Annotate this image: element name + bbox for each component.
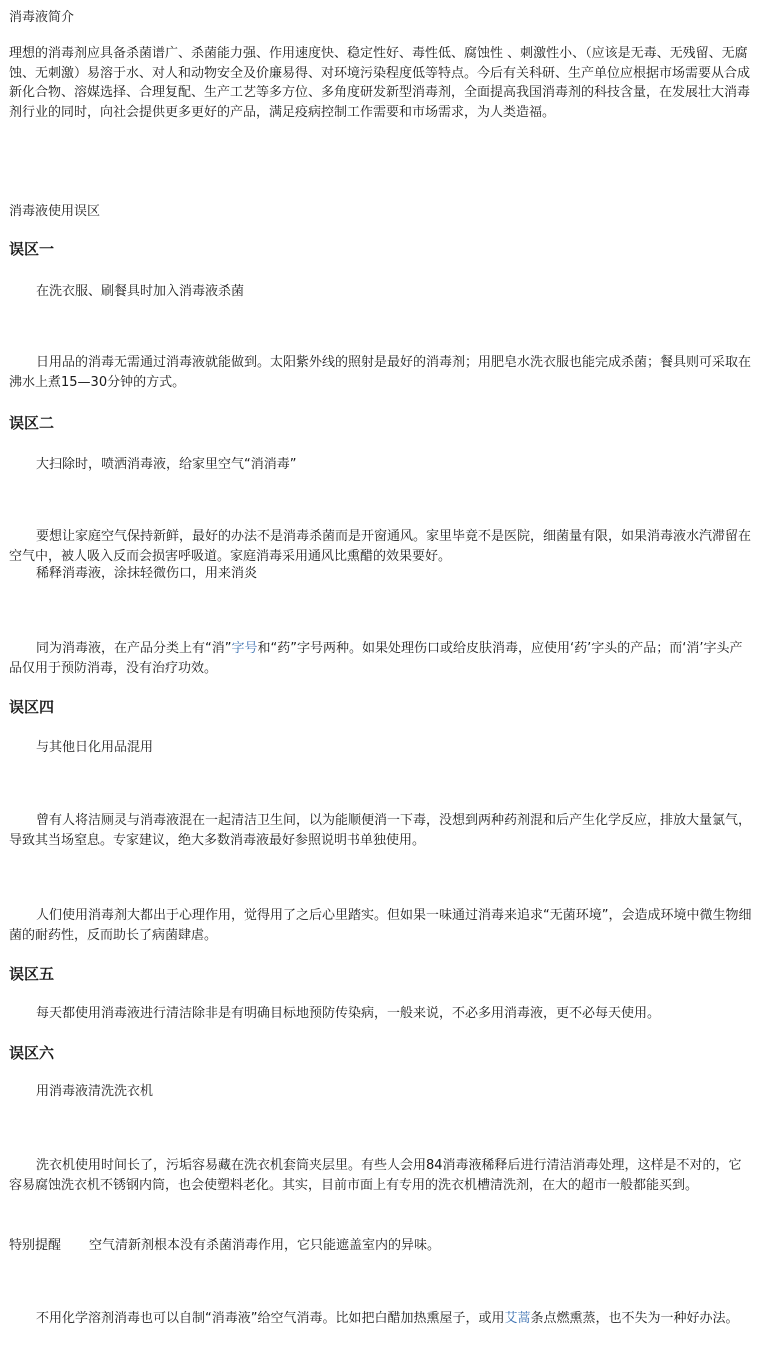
final-text-b: 条点燃熏蒸，也不失为一种好办法。	[530, 1311, 739, 1326]
final-paragraph	[9, 1309, 752, 1329]
misuse-1-paragraph: 日用品的消毒无需通过消毒液就能做到。太阳紫外线的照射是最好的消毒剂；用肥皂水洗衣服也能完成杀菌；餐具则可采取在沸水上煮15—30分钟的方式。	[9, 355, 752, 390]
misuse-4-paragraph: 曾有人将洁厕灵与消毒液混在一起清洁卫生间，以为能顺便消一下毒，没想到两种药剂混和后产生化学反应，排放大量氯气，导致其当场窒息。专家建议，绝大多数消毒液最好参照说明书单独使用。	[9, 813, 752, 848]
misuse-section-title: 消毒液使用误区	[9, 204, 101, 219]
intro-title: 消毒液简介	[9, 10, 75, 25]
misuse-2-heading: 误区二	[9, 414, 55, 432]
misuse-4-subtitle: 与其他日化用品混用	[36, 740, 154, 755]
misuse-6-heading: 误区六	[9, 1044, 55, 1062]
intro-paragraph: 理想的消毒剂应具备杀菌谱广、杀菌能力强、作用速度快、稳定性好、毒性低、腐蚀性 、刺激性小、（应该是无毒、无残留、无腐蚀、无刺激）易溶于水、对人和动物安全及价廉易得、对环境污染程度低等特点。今后有关科研、生产单位应根据市场需要从合成新化合物、溶媒选择、合理复配、生产工艺等多方位、多角度研发新型消毒剂，全面提高我国消毒剂的科技含量，在发展壮大消毒剂行业的同时，向社会提供更多更好的产品，满足疫病控制工作需要和市场需求，为人类造福。	[9, 46, 751, 120]
misuse-3-text-a: 同为消毒液，在产品分类上有“消”	[36, 641, 232, 656]
misuse-4-heading: 误区四	[9, 698, 55, 716]
aihao-link[interactable]: 艾蒿	[504, 1311, 531, 1326]
misuse-3-text-b: 和“药”字号两种。如果处理伤口或给皮肤消毒，应使用‘药’字头的产品；而‘消’字头产品仅用于预防消毒，没有治疗功效。	[9, 641, 743, 676]
misuse-3-subtitle: 稀释消毒液，涂抹轻微伤口，用来消炎	[36, 566, 258, 581]
misuse-3-paragraph	[9, 639, 752, 678]
final-text-a: 不用化学溶剂消毒也可以自制“消毒液”给空气消毒。比如把白醋加热熏屋子，或用	[36, 1311, 505, 1326]
misuse-2-paragraph: 要想让家庭空气保持新鲜，最好的办法不是消毒杀菌而是开窗通风。家里毕竟不是医院，细菌量有限，如果消毒液水汽滞留在空气中，被人吸入反而会损害呼吸道。家庭消毒采用通风比熏醋的效果要好。	[9, 529, 752, 564]
misuse-6-paragraph: 洗衣机使用时间长了，污垢容易藏在洗衣机套筒夹层里。有些人会用84消毒液稀释后进行清洁消毒处理，这样是不对的，它容易腐蚀洗衣机不锈钢内筒，也会使塑料老化。其实，目前市面上有专用的洗衣机槽清洗剂，在大的超市一般都能买到。	[9, 1158, 742, 1193]
special-reminder-label: 特别提醒	[9, 1238, 62, 1253]
misuse-1-heading: 误区一	[9, 240, 55, 258]
special-reminder	[9, 1236, 752, 1256]
misuse-4-paragraph-2: 人们使用消毒剂大都出于心理作用，觉得用了之后心里踏实。但如果一味通过消毒来追求“无菌环境”，会造成环境中微生物细菌的耐药性，反而助长了病菌肆虐。	[9, 908, 752, 943]
special-reminder-text: 空气清新剂根本没有杀菌消毒作用，它只能遮盖室内的异味。	[89, 1238, 441, 1253]
misuse-2-subtitle: 大扫除时，喷洒消毒液，给家里空气“消消毒”	[36, 457, 297, 472]
misuse-1-subtitle: 在洗衣服、刷餐具时加入消毒液杀菌	[36, 284, 245, 299]
zihao-link[interactable]: 字号	[231, 641, 258, 656]
misuse-5-paragraph: 每天都使用消毒液进行清洁除非是有明确目标地预防传染病，一般来说，不必多用消毒液，更不必每天使用。	[36, 1006, 661, 1021]
misuse-6-subtitle: 用消毒液清洗洗衣机	[36, 1084, 154, 1099]
misuse-5-heading: 误区五	[9, 965, 55, 983]
